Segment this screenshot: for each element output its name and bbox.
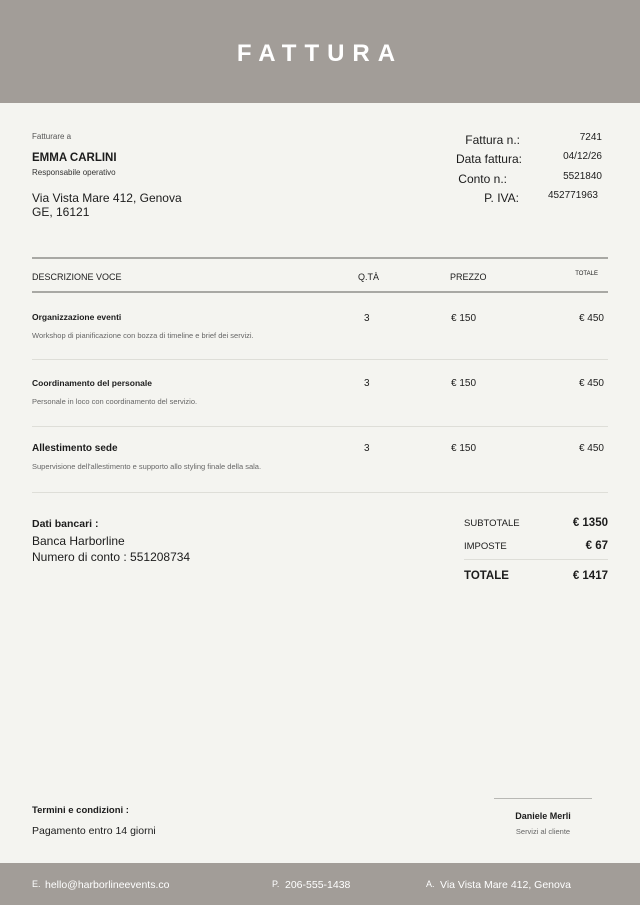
footer-address: Via Vista Mare 412, Genova bbox=[440, 879, 571, 891]
row-item-title: Allestimento sede bbox=[32, 443, 118, 454]
client-address-line2: GE, 16121 bbox=[32, 205, 90, 219]
row-item-detail: Supervisione dell'allestimento e supporto allo styling finale della sala. bbox=[32, 462, 262, 471]
summary-divider bbox=[464, 559, 608, 560]
signatory-name: Daniele Merli bbox=[515, 811, 571, 821]
row-price: € 150 bbox=[451, 443, 477, 454]
header-band bbox=[0, 0, 640, 103]
tax-label: IMPOSTE bbox=[464, 541, 507, 552]
row-total: € 450 bbox=[578, 378, 604, 389]
total-label: TOTALE bbox=[464, 570, 509, 582]
terms-label: Termini e condizioni : bbox=[32, 805, 129, 816]
email-label: E. bbox=[32, 879, 41, 889]
table-header-rule bbox=[32, 291, 608, 293]
bill-to-label: Fatturare a bbox=[32, 132, 72, 141]
column-header-description: DESCRIZIONE VOCE bbox=[32, 272, 122, 282]
invoice-date-label: Data fattura: bbox=[455, 152, 522, 166]
bank-details-label: Dati bancari : bbox=[32, 518, 99, 530]
row-price: € 150 bbox=[451, 313, 477, 324]
phone-label: P. bbox=[272, 879, 280, 889]
subtotal-label: SUBTOTALE bbox=[464, 518, 520, 529]
row-total: € 450 bbox=[578, 313, 604, 324]
row-qty: 3 bbox=[364, 378, 370, 389]
signatory-role: Servizi al cliente bbox=[515, 827, 571, 836]
row-qty: 3 bbox=[364, 313, 370, 324]
row-price: € 150 bbox=[451, 378, 477, 389]
row-divider bbox=[32, 359, 608, 360]
invoice-date-value: 04/12/26 bbox=[563, 151, 602, 162]
client-name: EMMA CARLINI bbox=[32, 152, 117, 164]
email-link[interactable]: hello@harborlineevents.co bbox=[45, 879, 170, 891]
tax-value: € 67 bbox=[585, 540, 608, 552]
vat-value: 452771963 bbox=[547, 190, 598, 201]
account-number-label: Conto n.: bbox=[458, 172, 507, 186]
column-header-total: TOTALE bbox=[575, 271, 598, 277]
table-top-rule bbox=[32, 257, 608, 259]
subtotal-value: € 1350 bbox=[572, 517, 608, 529]
footer-band bbox=[0, 863, 640, 905]
account-number-value: 5521840 bbox=[563, 171, 602, 182]
bank-name: Banca Harborline bbox=[32, 534, 125, 548]
row-item-title: Coordinamento del personale bbox=[32, 378, 152, 388]
document-title: FATTURA bbox=[236, 40, 404, 67]
address-label: A. bbox=[426, 879, 435, 889]
terms-text: Pagamento entro 14 giorni bbox=[32, 825, 156, 837]
total-value: € 1417 bbox=[572, 570, 608, 582]
client-role: Responsabile operativo bbox=[32, 168, 116, 177]
invoice-number-value: 7241 bbox=[579, 132, 602, 143]
bank-account: Numero di conto : 551208734 bbox=[32, 550, 191, 564]
column-header-qty: Q.TÀ bbox=[358, 272, 380, 282]
row-item-title: Organizzazione eventi bbox=[32, 312, 122, 322]
vat-label: P. IVA: bbox=[484, 191, 519, 205]
column-header-price: PREZZO bbox=[450, 272, 487, 282]
signature-line bbox=[494, 798, 592, 799]
invoice-number-label: Fattura n.: bbox=[465, 133, 520, 147]
phone-link[interactable]: 206-555-1438 bbox=[285, 879, 351, 891]
row-total: € 450 bbox=[578, 443, 604, 454]
client-address-line1: Via Vista Mare 412, Genova bbox=[32, 191, 182, 205]
row-item-detail: Workshop di pianificazione con bozza di timeline e brief dei servizi. bbox=[32, 331, 254, 340]
row-divider bbox=[32, 426, 608, 427]
row-item-detail: Personale in loco con coordinamento del servizio. bbox=[32, 397, 198, 406]
row-divider bbox=[32, 492, 608, 493]
row-qty: 3 bbox=[364, 443, 370, 454]
